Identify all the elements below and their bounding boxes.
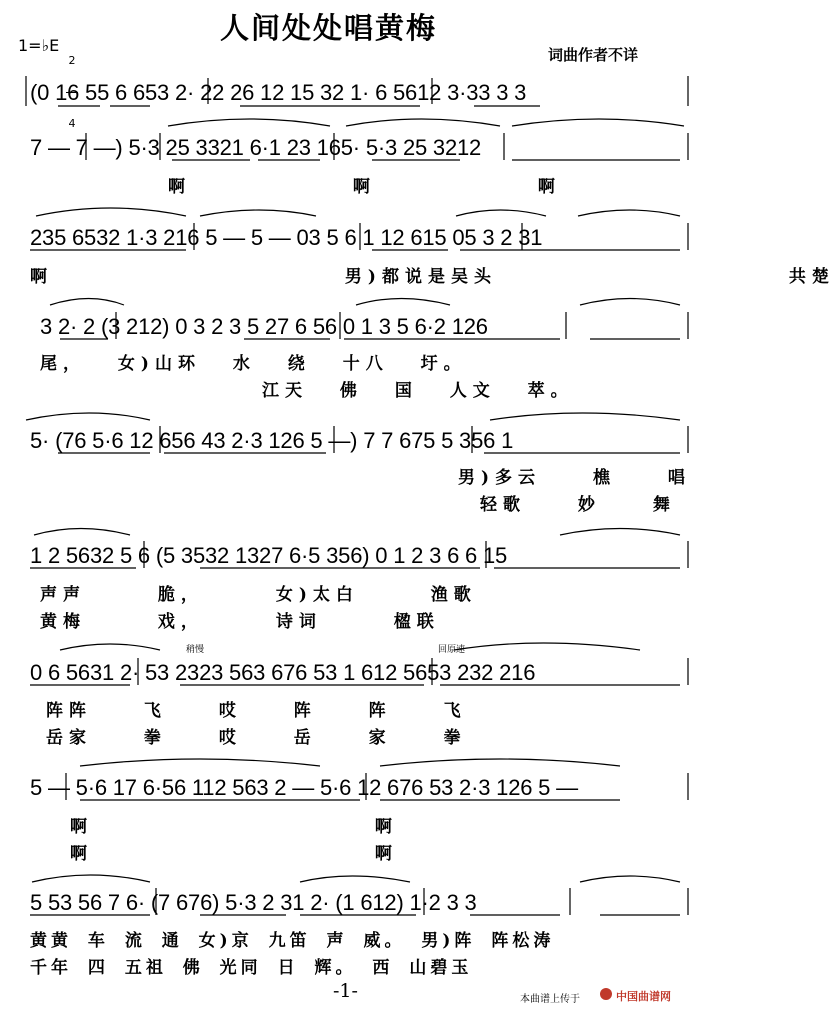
song-title: 人间处处唱黄梅 [220,11,438,45]
score-row-6-lyrics-1: 声声 脆， 女)太白 渔歌 [40,585,477,605]
score-row-1-notes: (0 16 55 6 653 2· 22 26 12 15 32 1· 6 5612 3·33 3 3 [30,80,527,105]
score-row-2-lyrics-1: 啊 啊 啊 [168,177,561,197]
score-row-2-notes: 7 — 7 —) 5·3 25 3321 6·1 23 165· 5·3 25 3212 [30,135,482,160]
score-row-5-notes: 5· (76 5·6 12 656 43 2·3 126 5 —) 7 7 675 5 356 1 [30,428,514,453]
score-row-6-lyrics-2: 黄梅 戏， 诗词 楹联 [40,612,440,632]
upload-notice: 本曲谱上传于 [520,994,580,1005]
score-row-5-lyrics-1: 男)多云 樵 唱 [458,468,691,488]
tempo-mark-original: 回原速 [438,645,466,655]
time-signature-top: 2 [68,54,76,67]
site-logo-icon [600,988,612,1000]
score-row-4-lyrics-1: 尾， 女)山环 水 绕 十八 圩。 [40,354,467,374]
tempo-mark-slower: 稍慢 [186,645,205,655]
score-row-8-lyrics-2: 啊 啊 [70,844,398,864]
page-number: -1- [333,980,358,1002]
score-row-8-lyrics-1: 啊 啊 [70,817,398,837]
score-row-3-notes: 235 6532 1·3 216 5 — 5 — 03 5 6 1 12 615 05 3 2 31 [30,225,543,250]
site-name: 中国曲谱网 [616,990,671,1003]
score-row-9-lyrics-1: 黄黄 车 流 通 女)京 九笛 声 威。 男)阵 阵松涛 [30,931,555,951]
time-signature-bottom: 4 [68,117,76,130]
score-row-4-lyrics-2: 江天 佛 国 人文 萃。 [262,381,574,401]
score-row-6-notes: 1 2 5632 5 6 (5 3532 1327 6·5 356) 0 1 2 3 6 6 15 [30,543,508,568]
score-row-8-notes: 5 — 5·6 17 6·56 112 563 2 — 5·6 12 676 53 2·3 126 5 — [30,775,578,800]
score-row-5-lyrics-2: 轻歌 妙 舞 [480,495,676,515]
score-row-9-notes: 5 53 56 7 6· (7 676) 5·3 2 31 2· (1 612) 1·2 3 3 [30,890,477,915]
score-row-9-lyrics-2: 千年 四 五祖 佛 光同 日 辉。 西 山碧玉 [30,958,473,978]
author-credit: 词曲作者不详 [548,46,639,64]
key-signature: 1=♭E [18,36,60,55]
score-row-7-lyrics-1: 阵阵 飞 哎 阵 阵 飞 [46,701,467,721]
score-row-7-notes: 0 6 5631 2· 53 2323 563 676 53 1 612 5653 232 216 [30,660,536,685]
score-row-3-lyrics-1: 啊 男)都说是吴头 共楚 [30,267,835,287]
score-row-7-lyrics-2: 岳家 拳 哎 岳 家 拳 [46,728,467,748]
score-row-4-notes: 3 2· 2 (3 212) 0 3 2 3 5 27 6 56 0 1 3 5 6·2 126 [40,314,488,339]
